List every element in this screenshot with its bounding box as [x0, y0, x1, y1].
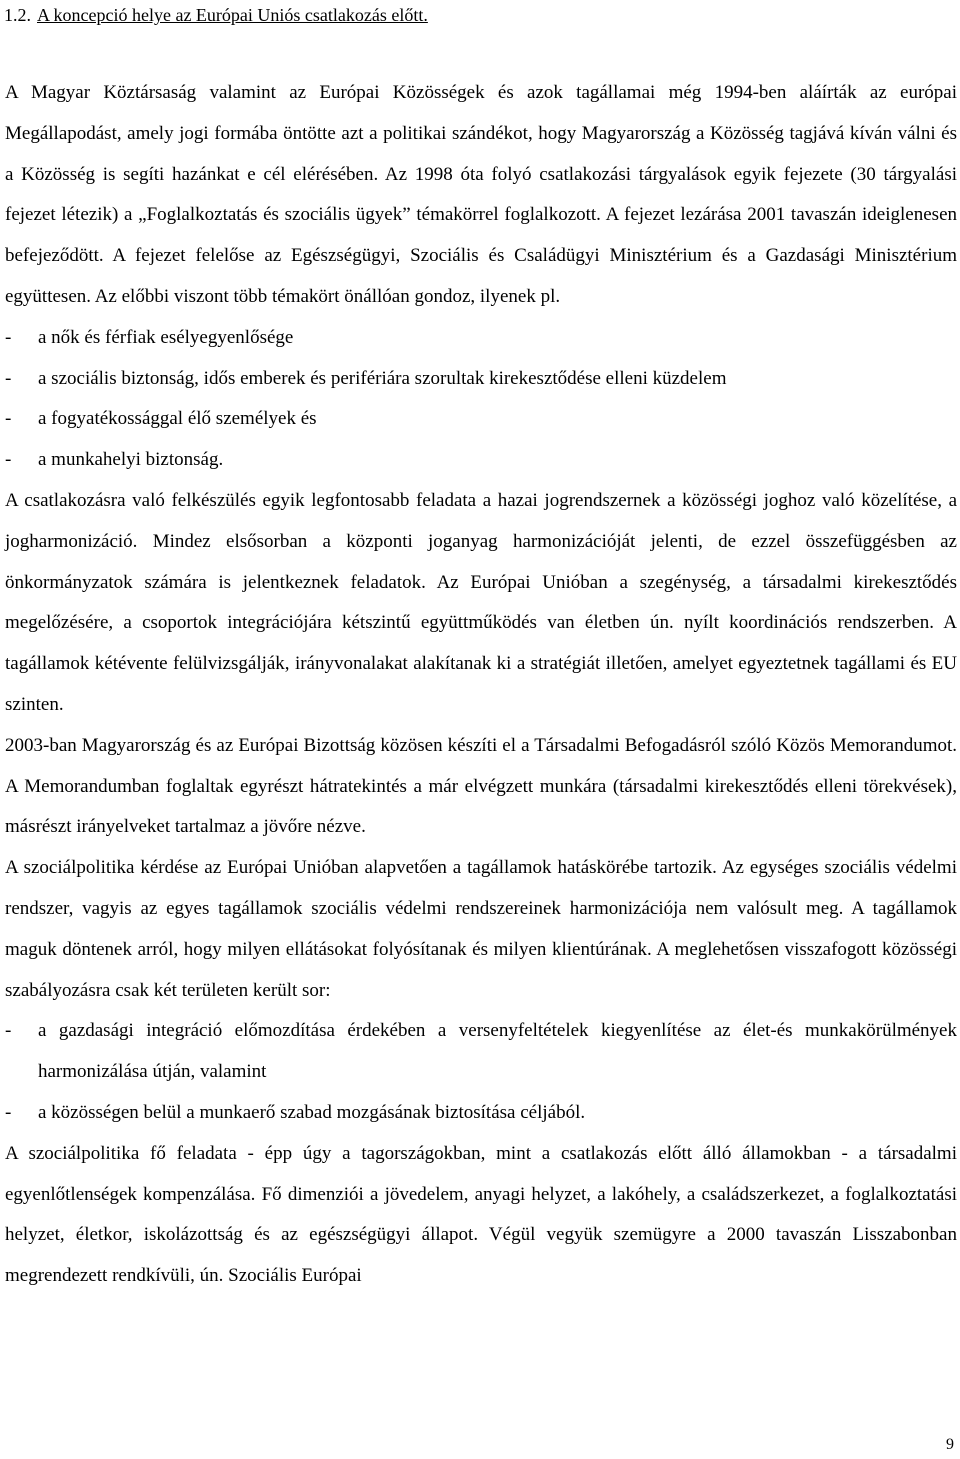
document-body [5, 73, 957, 1297]
list-item: - a szociális biztonság, idős emberek és perifériára szorultak kirekesztődése elleni küzdelem [5, 359, 957, 400]
section-heading [4, 4, 428, 26]
list-item: - a közösségen belül a munkaerő szabad mozgásának biztosítása céljából. [5, 1093, 957, 1134]
list-item: - a nők és férfiak esélyegyenlősége [5, 318, 957, 359]
bullet-dash: - [5, 367, 12, 389]
section-title: A koncepció helye az Európai Uniós csatlakozás előtt. [37, 5, 428, 25]
list-item: - a munkahelyi biztonság. [5, 440, 957, 481]
list-item: - a gazdasági integráció előmozdítása érdekében a versenyfeltételek kiegyenlítése az élet-és munkakörülmények harmonizálása útján, valamint [5, 1011, 957, 1093]
bullet-dash: - [5, 408, 12, 430]
paragraph: 2003-ban Magyarország és az Európai Bizottság közösen készíti el a Társadalmi Befogadásról szóló Közös Memorandumot. A Memorandumban foglaltak egyrészt hátratekintés a már elvégzett munkára (társadalmi kirekesztődés elleni törekvések), másrészt irányelveket tartalmaz a jövőre nézve. [5, 734, 957, 838]
paragraph: A szociálpolitika fő feladata - épp úgy a tagországokban, mint a csatlakozás előtt álló államokban - a társadalmi egyenlőtlenségek kompenzálása. Fő dimenziói a jövedelem, anyagi helyzet, a lakóhely, a családszerkezet, a foglalkoztatási helyzet, életkor, iskolázottság és az egészségügyi állapot. Végül vegyük szemügyre a 2000 tavaszán Lisszabonban megrendezett rendkívüli, ún. Szociális Európai [5, 1142, 957, 1287]
paragraph: A Magyar Köztársaság valamint az Európai Közösségek és azok tagállamai még 1994-ben aláírták az európai Megállapodást, amely jogi formába öntötte azt a politikai szándékot, hogy Magyarország a Közösség tagjává kíván válni és a Közösség is segíti hazánkat e cél elérésében. Az 1998 óta folyó csatlakozási tárgyalások egyik fejezete (30 tárgyalási fejezet létezik) a „Foglalkoztatás és szociális ügyek” témakörrel foglalkozott. A fejezet lezárása 2001 tavaszán ideiglenesen befejeződött. A fejezet felelőse az Egészségügyi, Szociális és Családügyi Minisztérium és a Gazdasági Minisztérium együttesen. Az előbbi viszont több témakört önállóan gondoz, ilyenek pl. [5, 82, 957, 307]
bullet-dash: - [5, 449, 12, 471]
section-number: 1.2. [4, 5, 31, 25]
paragraph: A szociálpolitika kérdése az Európai Unióban alapvetően a tagállamok hatáskörébe tartozik. Az egységes szociális védelmi rendszer, vagyis az egyes tagállamok szociális védelmi rendszereinek harmonizációja nem valósult meg. A tagállamok maguk döntenek arról, hogy milyen ellátásokat folyósítanak és milyen klientúrának. A meglehetősen visszafogott közösségi szabályozásra csak két területen került sor: [5, 857, 957, 1001]
bullet-list [5, 1011, 957, 1133]
page-number: 9 [946, 1436, 954, 1453]
bullet-dash: - [5, 1101, 12, 1123]
bullet-dash: - [5, 326, 12, 348]
list-item: - a fogyatékossággal élő személyek és [5, 399, 957, 440]
paragraph: A csatlakozásra való felkészülés egyik legfontosabb feladata a hazai jogrendszernek a közösségi joghoz való közelítése, a jogharmonizáció. Mindez elsősorban a központi joganyag harmonizációját jelenti, de ezzel összefüggésben az önkormányzatok számára is jelentkeznek feladatok. Az Európai Unióban a szegénység, a társadalmi kirekesztődés megelőzésére, a csoportok integrációjára kétszintű együttműködés van életben ún. nyílt koordinációs rendszerben. A tagállamok kétévente felülvizsgálják, irányvonalakat alakítanak ki a stratégiát illetően, amelyet egyeztetnek tagállami és EU szinten. [5, 489, 957, 715]
bullet-list [5, 318, 957, 481]
bullet-dash: - [5, 1020, 12, 1042]
